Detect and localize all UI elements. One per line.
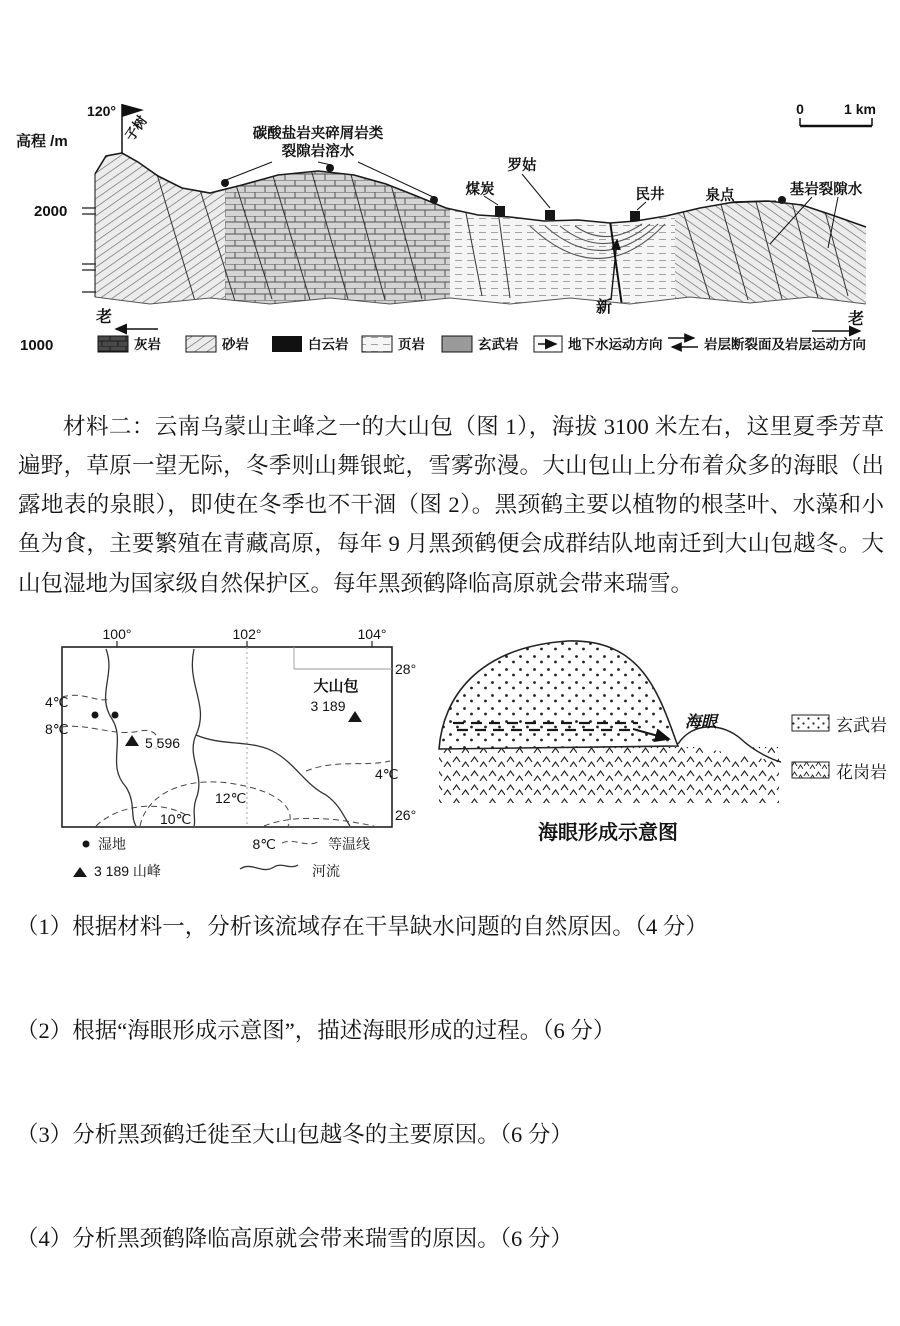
coal-marker	[495, 206, 505, 216]
elev-1000-label: 1000	[20, 337, 54, 354]
cross-section-figure	[0, 0, 900, 373]
temp-12-label: 12℃	[215, 789, 247, 806]
granite-legend-swatch	[791, 759, 831, 781]
flag-icon	[122, 104, 144, 117]
temp-left-4-label: 4℃	[45, 693, 69, 710]
wetland-dot	[92, 711, 99, 718]
scale-km-label: 1 km	[844, 101, 876, 117]
question-4: （4）分析黑颈鹤降临高原就会带来瑞雪的原因。（6 分）	[16, 1225, 573, 1251]
map-legend	[73, 836, 370, 879]
temp-left-8-label: 8℃	[45, 720, 69, 737]
shale-label: 页岩	[398, 337, 425, 352]
river-legend-icon	[240, 865, 298, 870]
basalt-legend-label: 玄武岩	[836, 715, 887, 735]
question-1: （1）根据材料一，分析该流域存在干旱缺水问题的自然原因。（4 分）	[16, 913, 708, 939]
lat-28-label: 28°	[395, 660, 417, 677]
karst-water-dot	[430, 196, 438, 204]
elev-2000-label: 2000	[34, 203, 68, 220]
isotherm-lines	[62, 695, 390, 826]
well-label: 民井	[635, 187, 665, 203]
lat-26-label: 26°	[395, 806, 417, 823]
old-left-label: 老	[96, 309, 113, 326]
dip-angle-label: 120°	[87, 103, 116, 119]
basalt-legend-item	[791, 711, 887, 736]
graticule-lines	[247, 647, 392, 827]
temp-10-label: 10℃	[160, 810, 192, 827]
peak-legend-icon	[73, 867, 87, 877]
fault-label: 岩层断裂面及岩层运动方向	[704, 337, 866, 352]
isotherm-legend-icon	[282, 841, 320, 844]
question-2: （2）根据“海眼形成示意图”，描述海眼形成的过程。（6 分）	[16, 1017, 616, 1043]
isotherm-temp-label: 8℃	[252, 835, 276, 852]
spring-diagram-svg	[433, 627, 783, 809]
cross-section-svg	[10, 96, 890, 368]
terrain-strata	[95, 141, 870, 311]
luogu-label: 罗姑	[507, 158, 537, 174]
scale-bar	[796, 101, 876, 126]
dashanbao-name-label: 大山包	[313, 677, 359, 695]
karst-label-line2: 裂隙岩溶水	[281, 144, 355, 160]
figures-row	[0, 627, 900, 885]
village-marker	[545, 210, 555, 220]
dashanbao-elev-label: 3 189	[310, 697, 346, 714]
zishu-label: 子树	[122, 112, 150, 144]
dolomite-swatch	[272, 336, 302, 352]
basalt-legend-swatch	[791, 712, 831, 734]
sandstone-swatch	[186, 336, 216, 352]
lon-102-label: 102°	[232, 626, 262, 642]
limestone-label: 灰岩	[134, 337, 161, 352]
elevation-ticks	[82, 208, 96, 292]
spring-diagram-caption: 海眼形成示意图	[538, 821, 678, 844]
lon-100-label: 100°	[102, 626, 132, 642]
well-marker	[630, 211, 640, 221]
question-3: （3）分析黑颈鹤迁徙至大山包越冬的主要原因。（6 分）	[16, 1121, 573, 1147]
haiyan-label: 海眼	[685, 713, 718, 731]
elevation-axis-label: 高程 /m	[16, 133, 68, 150]
old-right-label: 老	[848, 311, 865, 328]
river-legend-label: 河流	[312, 862, 340, 879]
questions-section	[16, 909, 888, 1253]
karst-water-dot	[221, 179, 229, 187]
basalt-swatch	[442, 336, 472, 352]
spring-diagram-figure	[433, 627, 783, 845]
material-two-paragraph: 材料二：云南乌蒙山主峰之一的大山包（图 1），海拔 3100 米左右，这里夏季芳草遍野，草原一望无际，冬季则山舞银蛇，雪雾弥漫。大山包山上分布着众多的海眼（出露地表的泉眼），即使在冬季也不干涸（图 2）。黑颈鹤主要以植物的根茎叶、水藻和小鱼为食，主要繁殖在青藏高原，每年 9 月黑颈鹤便会成群结队地南迁到大山包越冬。大山包湿地为国家级自然保护区。每年黑颈鹤降临高原就会带来瑞雪。	[18, 414, 884, 596]
young-label: 新	[596, 299, 613, 316]
granite-zone	[439, 747, 779, 803]
peak-5596-triangle	[125, 735, 139, 746]
wetland-legend-label: 湿地	[98, 835, 126, 852]
basalt-label: 玄武岩	[478, 337, 519, 352]
dashanbao-peak-triangle	[348, 711, 362, 722]
scale-zero-label: 0	[796, 101, 804, 117]
wetland-legend-icon	[83, 840, 90, 847]
coal-label: 煤炭	[465, 182, 495, 198]
karst-label-line1: 碳酸盐岩夹碎屑岩类	[252, 126, 384, 142]
peak-legend-label: 3 189 山峰	[94, 862, 161, 879]
lon-104-label: 104°	[357, 626, 387, 642]
temp-right-4-label: 4℃	[375, 765, 399, 782]
granite-legend-item	[791, 758, 887, 783]
isotherm-legend-label: 等温线	[328, 835, 370, 852]
basalt-dome	[439, 641, 678, 749]
rock-legend	[791, 711, 887, 783]
cross-section-legend	[98, 336, 866, 352]
bedrock-water-label: 基岩裂隙水	[789, 182, 863, 198]
granite-legend-label: 花岗岩	[836, 762, 887, 782]
groundwater-label: 地下水运动方向	[568, 337, 663, 352]
limestone-swatch	[98, 336, 128, 352]
spring-dot	[778, 196, 786, 204]
shale-swatch	[362, 336, 392, 352]
spring-label: 泉点	[705, 188, 735, 204]
sandstone-label: 砂岩	[222, 337, 249, 352]
peak-5596-label: 5 596	[145, 734, 181, 751]
region-map-svg	[44, 627, 419, 885]
dolomite-label: 白云岩	[308, 337, 349, 352]
wetland-dot	[112, 711, 119, 718]
